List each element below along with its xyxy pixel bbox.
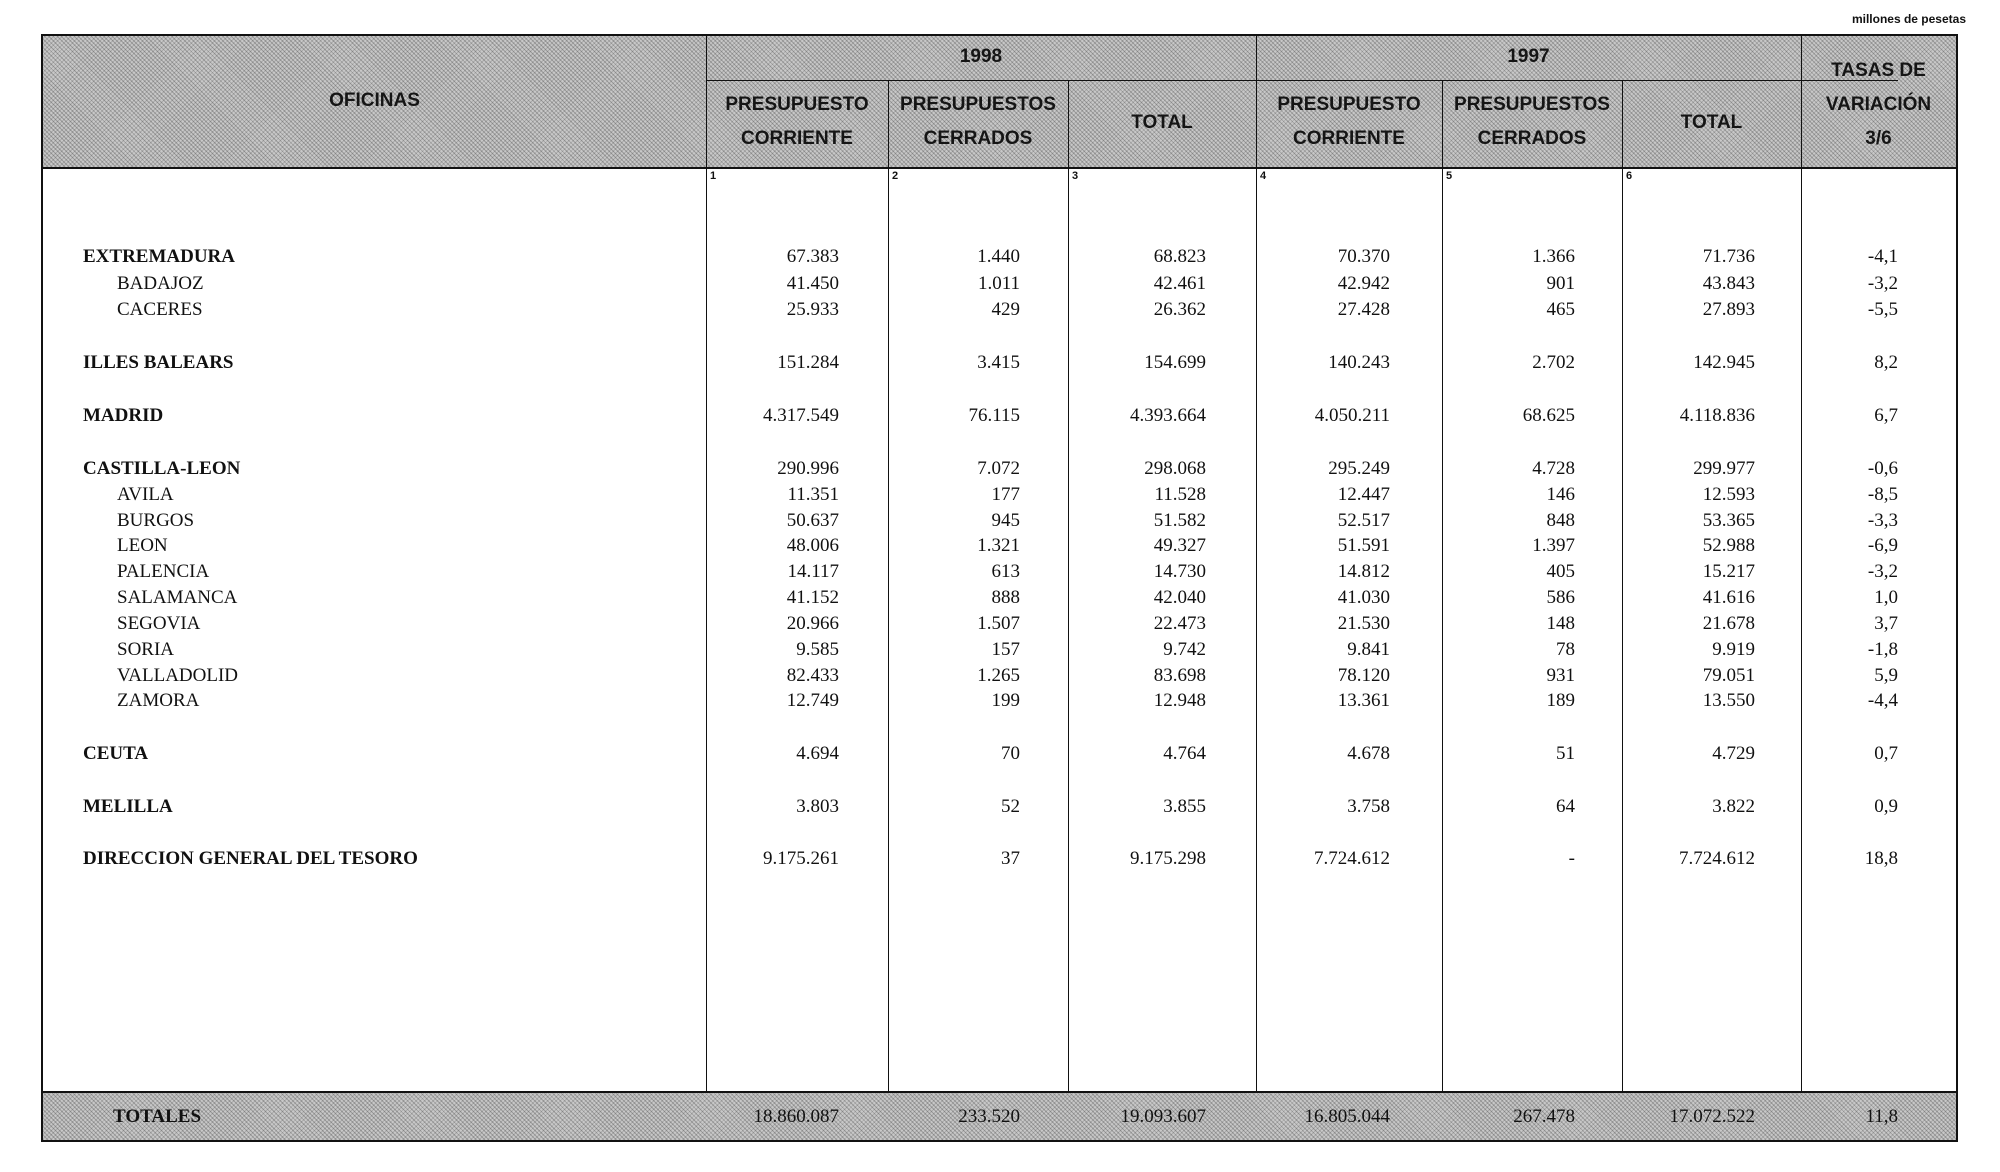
table-cell: 27.893 <box>1702 299 1755 320</box>
table-cell: 4.729 <box>1712 743 1755 764</box>
table-cell: 157 <box>991 639 1020 660</box>
row-label: EXTREMADURA <box>83 246 235 267</box>
table-cell: 299.977 <box>1693 458 1755 479</box>
totals-cell: 16.805.044 <box>1304 1106 1390 1127</box>
table-cell: 3,7 <box>1874 613 1898 634</box>
table-cell: 154.699 <box>1144 352 1206 373</box>
table-cell: 42.461 <box>1153 273 1206 294</box>
table-cell: 295.249 <box>1328 458 1390 479</box>
table-cell: 613 <box>991 561 1020 582</box>
table-cell: 64 <box>1556 796 1575 817</box>
row-label: SORIA <box>117 639 175 660</box>
table-cell: 405 <box>1546 561 1575 582</box>
table-cell: 14.812 <box>1337 561 1390 582</box>
header-tasas-variacion: TASAS DE VARIACIÓN 3/6 <box>1825 60 1932 149</box>
column-number: 4 <box>1260 170 1267 182</box>
table-cell: 51 <box>1556 743 1575 764</box>
row-label: BURGOS <box>117 510 195 531</box>
table-cell: 11.528 <box>1154 484 1206 505</box>
table-cell: 41.152 <box>786 587 839 608</box>
table-cell: 83.698 <box>1153 665 1206 686</box>
table-cell: 15.217 <box>1702 561 1755 582</box>
header-oficinas: OFICINAS <box>329 90 420 111</box>
table-cell: 5,9 <box>1874 665 1898 686</box>
header-total-1997: TOTAL <box>1680 112 1743 133</box>
table-cell: 7.072 <box>977 458 1020 479</box>
row-label: MADRID <box>83 405 164 426</box>
row-label: BADAJOZ <box>117 273 204 294</box>
table-cell: 12.593 <box>1702 484 1755 505</box>
table-cell: 52.517 <box>1337 510 1390 531</box>
table-cell: 48.006 <box>786 535 839 556</box>
table-row <box>43 637 1956 663</box>
table-cell: 848 <box>1546 510 1575 531</box>
table-cell: 1.440 <box>977 246 1020 267</box>
table-row <box>43 271 1956 297</box>
table-cell: 1.366 <box>1532 246 1575 267</box>
table-cell: 68.625 <box>1522 405 1575 426</box>
unit-note: millones de pesetas <box>1851 12 1966 26</box>
table-cell: 27.428 <box>1337 299 1390 320</box>
header-total-1998: TOTAL <box>1131 112 1193 133</box>
table-header <box>43 36 1956 169</box>
table-cell: 945 <box>991 510 1020 531</box>
table-cell: 4.050.211 <box>1314 405 1390 426</box>
table-row <box>43 533 1956 559</box>
table-row <box>43 663 1956 689</box>
totals-cell: 11,8 <box>1865 1106 1898 1127</box>
table-cell: -3,2 <box>1867 273 1898 294</box>
row-label: PALENCIA <box>117 561 210 582</box>
row-label: ZAMORA <box>117 690 200 711</box>
table-row <box>43 611 1956 637</box>
table-cell: 931 <box>1546 665 1575 686</box>
table-cell: 7.724.612 <box>1314 848 1390 869</box>
table-row <box>43 846 1956 872</box>
table-cell: 13.361 <box>1337 690 1390 711</box>
table-cell: -8,5 <box>1867 484 1898 505</box>
table-cell: 22.473 <box>1153 613 1206 634</box>
table-cell: 50.637 <box>786 510 839 531</box>
header-presupuestos-cerrados-1998: PRESUPUESTOS CERRADOS <box>900 94 1056 149</box>
totals-cell: 267.478 <box>1513 1106 1575 1127</box>
table-cell: 465 <box>1546 299 1575 320</box>
table-cell: 1,0 <box>1874 587 1898 608</box>
table-cell: -4,1 <box>1867 246 1898 267</box>
table-cell: - <box>1568 848 1575 869</box>
table-cell: 13.550 <box>1702 690 1755 711</box>
table-row <box>43 297 1956 323</box>
table-cell: 4.118.836 <box>1679 405 1755 426</box>
table-cell: 1.507 <box>977 613 1020 634</box>
table-cell: 70.370 <box>1337 246 1390 267</box>
table-cell: -3,2 <box>1867 561 1898 582</box>
table-cell: 12.948 <box>1153 690 1206 711</box>
table-cell: 49.327 <box>1153 535 1206 556</box>
table-cell: 11.351 <box>787 484 839 505</box>
totals-cell: 18.860.087 <box>753 1106 839 1127</box>
table-cell: 14.730 <box>1153 561 1206 582</box>
header-presupuesto-corriente-1997: PRESUPUESTO CORRIENTE <box>1277 94 1421 149</box>
table-cell: 20.966 <box>786 613 839 634</box>
table-cell: 4.317.549 <box>763 405 839 426</box>
table-row <box>43 585 1956 611</box>
table-cell: 26.362 <box>1153 299 1206 320</box>
table-cell: 7.724.612 <box>1679 848 1755 869</box>
header-presupuesto-corriente-1998: PRESUPUESTO CORRIENTE <box>725 94 869 149</box>
column-number: 2 <box>892 170 899 182</box>
table-cell: 1.321 <box>977 535 1020 556</box>
table-cell: 3.803 <box>796 796 839 817</box>
table-cell: 4.728 <box>1532 458 1575 479</box>
table-cell: 142.945 <box>1693 352 1755 373</box>
totals-cell: 19.093.607 <box>1120 1106 1206 1127</box>
row-label: SEGOVIA <box>117 613 201 634</box>
table-cell: 2.702 <box>1532 352 1575 373</box>
table-cell: 9.175.298 <box>1130 848 1206 869</box>
header-year-1998: 1998 <box>959 46 1003 67</box>
table-cell: 51.582 <box>1153 510 1206 531</box>
table-row <box>43 741 1956 767</box>
table-cell: 9.919 <box>1712 639 1755 660</box>
table-cell: 1.397 <box>1532 535 1575 556</box>
header-year-1997: 1997 <box>1507 46 1550 67</box>
column-number: 3 <box>1072 170 1079 182</box>
table-cell: 79.051 <box>1702 665 1755 686</box>
row-label: SALAMANCA <box>117 587 238 608</box>
table-cell: 4.764 <box>1163 743 1206 764</box>
column-number: 5 <box>1446 170 1453 182</box>
table-cell: 8,2 <box>1874 352 1898 373</box>
table-cell: 71.736 <box>1702 246 1755 267</box>
table-cell: 429 <box>991 299 1020 320</box>
table-cell: 9.585 <box>796 639 839 660</box>
row-label: VALLADOLID <box>117 665 239 686</box>
table-cell: 140.243 <box>1328 352 1390 373</box>
table-cell: 67.383 <box>786 246 839 267</box>
table-cell: 78.120 <box>1337 665 1390 686</box>
table-cell: -5,5 <box>1867 299 1898 320</box>
table-cell: 52.988 <box>1702 535 1755 556</box>
table-cell: 1.011 <box>977 273 1020 294</box>
table-cell: -6,9 <box>1867 535 1898 556</box>
row-label: AVILA <box>117 484 174 505</box>
totals-row <box>43 1091 1956 1140</box>
table-cell: 14.117 <box>787 561 839 582</box>
table-cell: 4.393.664 <box>1130 405 1206 426</box>
table-cell: 18,8 <box>1864 848 1898 869</box>
table-cell: 3.415 <box>977 352 1020 373</box>
table-row <box>43 482 1956 508</box>
table-row <box>43 244 1956 270</box>
totals-label: TOTALES <box>113 1106 202 1127</box>
table-cell: 151.284 <box>777 352 839 373</box>
table-cell: 21.678 <box>1702 613 1755 634</box>
table-cell: 9.742 <box>1163 639 1206 660</box>
table-cell: 12.749 <box>786 690 839 711</box>
row-label: LEON <box>117 535 168 556</box>
table-cell: 148 <box>1546 613 1575 634</box>
table-cell: -1,8 <box>1867 639 1898 660</box>
row-label: CASTILLA-LEON <box>83 458 241 479</box>
table-cell: 3.822 <box>1712 796 1755 817</box>
row-label: MELILLA <box>83 796 173 817</box>
table-row <box>43 559 1956 585</box>
table-cell: 9.175.261 <box>763 848 839 869</box>
table-cell: 37 <box>1001 848 1020 869</box>
table-cell: 12.447 <box>1337 484 1390 505</box>
table-cell: 68.823 <box>1153 246 1206 267</box>
table-cell: 9.841 <box>1347 639 1390 660</box>
table-cell: 3.855 <box>1163 796 1206 817</box>
table-row <box>43 508 1956 534</box>
table-cell: -0,6 <box>1867 458 1898 479</box>
table-cell: 888 <box>991 587 1020 608</box>
row-label: DIRECCION GENERAL DEL TESORO <box>83 848 418 869</box>
row-label: CEUTA <box>83 743 149 764</box>
table-cell: 586 <box>1546 587 1575 608</box>
row-label: CACERES <box>117 299 203 320</box>
table-cell: 4.678 <box>1347 743 1390 764</box>
table-row <box>43 350 1956 376</box>
table-cell: 4.694 <box>796 743 839 764</box>
table-row <box>43 688 1956 714</box>
table-cell: 0,7 <box>1874 743 1898 764</box>
data-table <box>41 34 1958 1142</box>
column-number: 6 <box>1626 170 1633 182</box>
table-cell: 298.068 <box>1144 458 1206 479</box>
table-cell: 41.616 <box>1702 587 1755 608</box>
header-presupuestos-cerrados-1997: PRESUPUESTOS CERRADOS <box>1454 94 1610 149</box>
table-cell: 82.433 <box>786 665 839 686</box>
table-cell: 25.933 <box>786 299 839 320</box>
totals-cell: 233.520 <box>958 1106 1020 1127</box>
table-cell: 6,7 <box>1874 405 1898 426</box>
table-cell: 70 <box>1001 743 1020 764</box>
table-cell: 76.115 <box>968 405 1020 426</box>
table-row <box>43 794 1956 820</box>
table-cell: 51.591 <box>1337 535 1390 556</box>
table-cell: 3.758 <box>1347 796 1390 817</box>
table-row <box>43 456 1956 482</box>
table-cell: 1.265 <box>977 665 1020 686</box>
table-cell: -4,4 <box>1867 690 1898 711</box>
table-cell: 78 <box>1556 639 1575 660</box>
table-cell: 41.030 <box>1337 587 1390 608</box>
table-cell: 53.365 <box>1702 510 1755 531</box>
table-cell: 0,9 <box>1874 796 1898 817</box>
column-number: 1 <box>710 170 717 182</box>
table-cell: 52 <box>1001 796 1020 817</box>
row-label: ILLES BALEARS <box>83 352 234 373</box>
table-cell: 42.942 <box>1337 273 1390 294</box>
table-cell: 41.450 <box>786 273 839 294</box>
table-cell: 189 <box>1546 690 1575 711</box>
table-cell: 901 <box>1546 273 1575 294</box>
table-row <box>43 403 1956 429</box>
table-cell: 199 <box>991 690 1020 711</box>
table-cell: 43.843 <box>1702 273 1755 294</box>
table-cell: 42.040 <box>1153 587 1206 608</box>
table-cell: 177 <box>991 484 1020 505</box>
table-cell: 290.996 <box>777 458 839 479</box>
table-cell: -3,3 <box>1867 510 1898 531</box>
table-cell: 21.530 <box>1337 613 1390 634</box>
totals-cell: 17.072.522 <box>1669 1106 1755 1127</box>
table-cell: 146 <box>1546 484 1575 505</box>
